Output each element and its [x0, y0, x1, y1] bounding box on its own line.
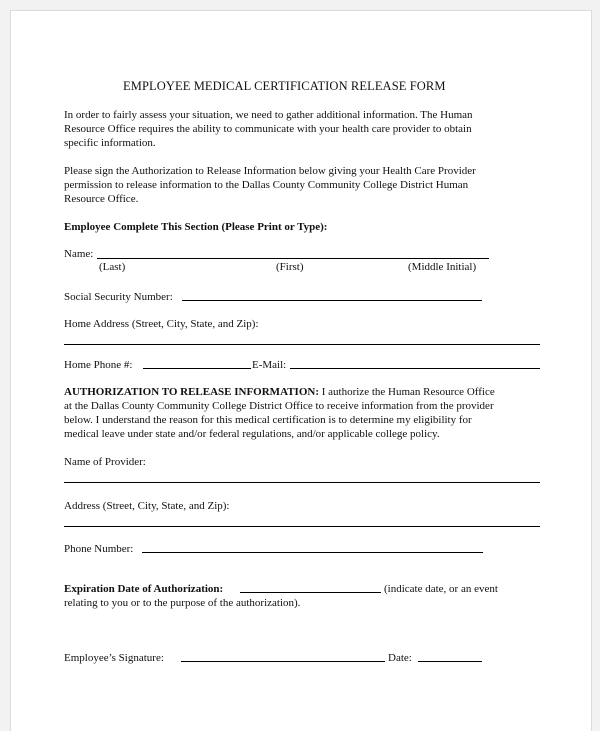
authorization-line1-rest: I authorize the Human Resource Office: [318, 386, 495, 398]
home-address-label: Home Address (Street, City, State, and Zip):: [64, 318, 259, 330]
name-label: Name:: [64, 248, 94, 260]
ssn-label: Social Security Number:: [64, 291, 173, 303]
provider-name-field[interactable]: [64, 482, 540, 483]
home-address-field[interactable]: [64, 344, 540, 345]
expiration-note-line2: relating to you or to the purpose of the authorization).: [64, 597, 301, 609]
form-page: [10, 10, 592, 731]
middle-initial-sublabel: (Middle Initial): [408, 261, 477, 273]
authorization-line: medical leave under state and/or federal regulations, and/or applicable college policy.: [64, 428, 440, 440]
provider-phone-field[interactable]: [142, 552, 483, 553]
authorization-line: at the Dallas County Community College District Office to receive information from the provider: [64, 400, 494, 412]
intro-line: In order to fairly assess your situation, we need to gather additional information. The Human: [64, 109, 473, 121]
signature-field[interactable]: [181, 661, 385, 662]
instructions-line: Please sign the Authorization to Release Information below giving your Health Care Provider: [64, 165, 476, 177]
authorization-heading: AUTHORIZATION TO RELEASE INFORMATION:: [64, 386, 319, 398]
instructions-line: Resource Office.: [64, 193, 139, 205]
name-field[interactable]: [97, 258, 489, 259]
intro-line: specific information.: [64, 137, 156, 149]
employee-section-heading: Employee Complete This Section (Please Print or Type):: [64, 221, 328, 233]
home-phone-field[interactable]: [143, 368, 251, 369]
first-name-sublabel: (First): [276, 261, 304, 273]
ssn-field[interactable]: [182, 300, 482, 301]
email-label: E-Mail:: [252, 359, 287, 371]
signature-label: Employee’s Signature:: [64, 652, 164, 664]
home-phone-label: Home Phone #:: [64, 359, 133, 371]
email-field[interactable]: [290, 368, 540, 369]
instructions-line: permission to release information to the Dallas County Community College District Human: [64, 179, 469, 191]
intro-line: Resource Office requires the ability to communicate with your health care provider to obtain: [64, 123, 472, 135]
provider-name-label: Name of Provider:: [64, 456, 146, 468]
date-field[interactable]: [418, 661, 482, 662]
last-name-sublabel: (Last): [99, 261, 126, 273]
form-title: EMPLOYEE MEDICAL CERTIFICATION RELEASE FORM: [123, 79, 446, 93]
provider-phone-label: Phone Number:: [64, 543, 134, 555]
authorization-line: below. I understand the reason for this medical certification is to determine my eligibility for: [64, 414, 472, 426]
expiration-label: Expiration Date of Authorization:: [64, 583, 224, 595]
authorization-line1: [64, 385, 495, 399]
provider-address-label: Address (Street, City, State, and Zip):: [64, 500, 230, 512]
date-label: Date:: [388, 652, 412, 664]
expiration-field[interactable]: [240, 592, 381, 593]
provider-address-field[interactable]: [64, 526, 540, 527]
expiration-note: (indicate date, or an event: [384, 583, 498, 595]
